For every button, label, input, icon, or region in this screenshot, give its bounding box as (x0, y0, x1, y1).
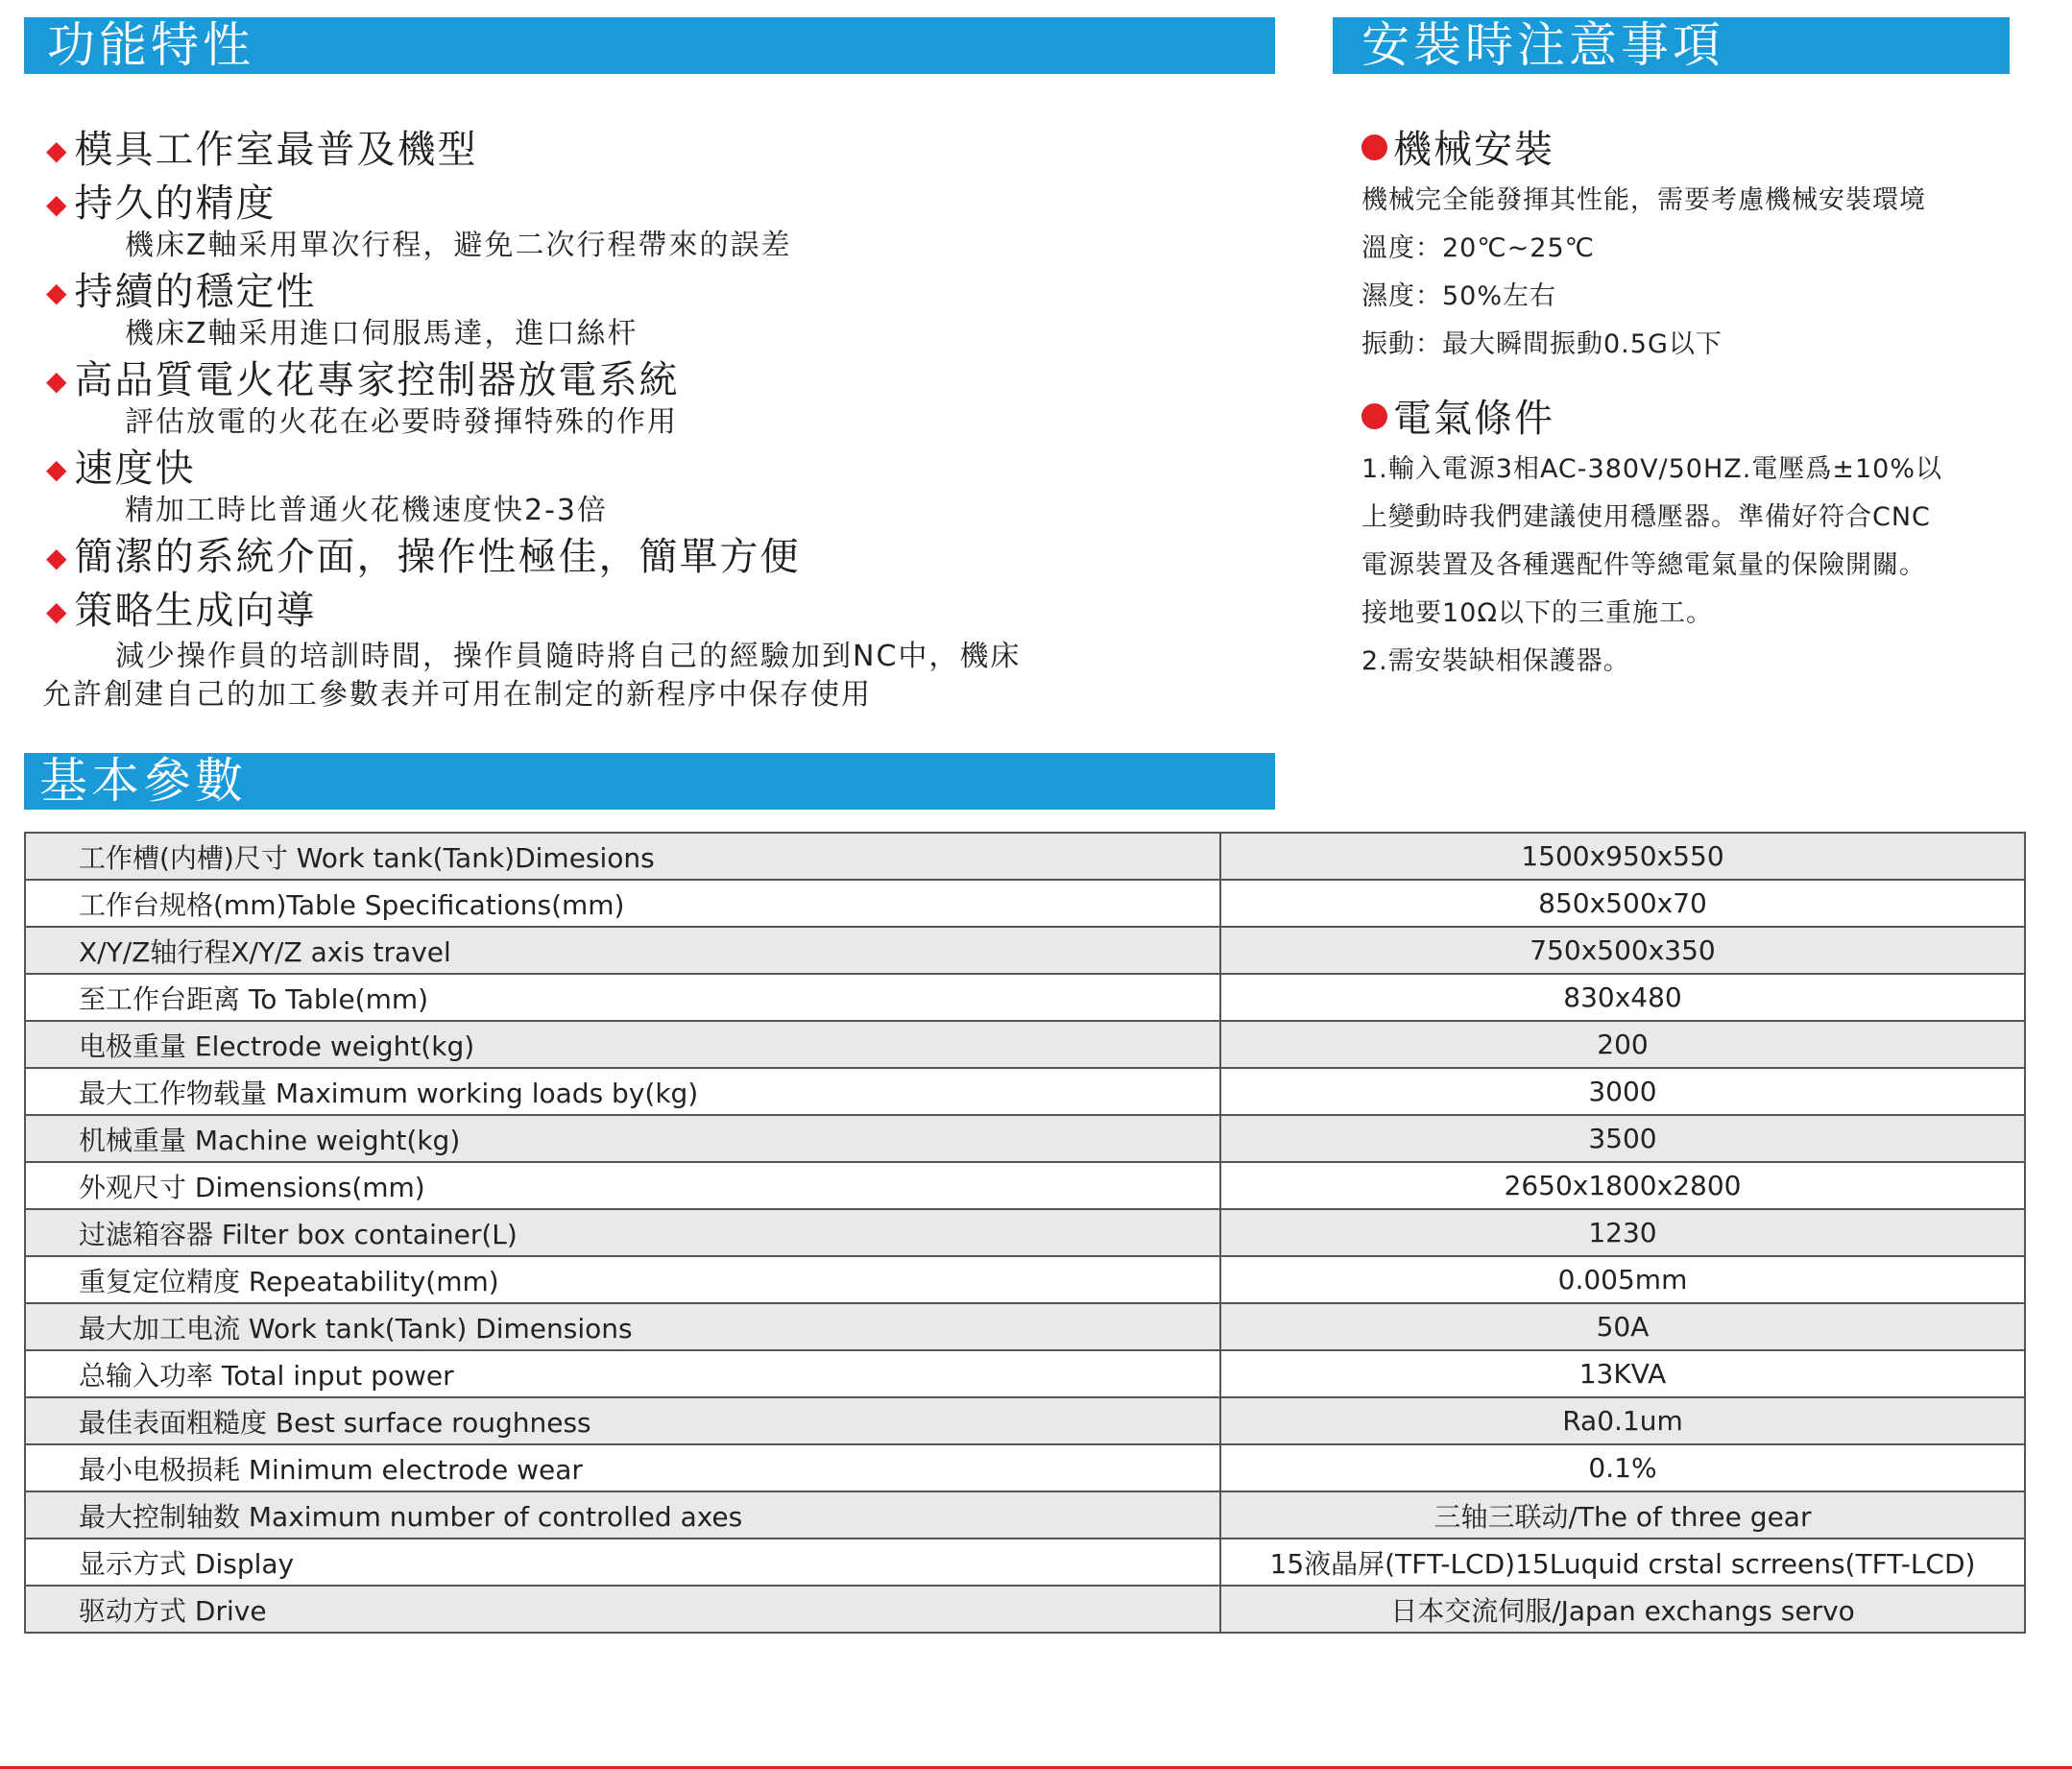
diamond-bullet-icon: ◆ (46, 595, 69, 627)
param-value: 3000 (1220, 1068, 2025, 1115)
electrical-conditions-heading: 電氣條件 (1361, 392, 2014, 446)
feature-item (46, 265, 1256, 350)
feature-subtitle: 機床Z軸采用單次行程，避免二次行程帶來的誤差 (125, 229, 792, 262)
feature-item (46, 353, 1256, 438)
param-label: 工作台规格(mm)Table Specifications(mm) (25, 880, 1220, 927)
param-value: 750x500x350 (1220, 927, 2025, 974)
feature-item (46, 177, 1256, 261)
diamond-bullet-icon: ◆ (46, 134, 69, 166)
diamond-bullet-icon: ◆ (46, 365, 69, 397)
diamond-bullet-icon: ◆ (46, 277, 69, 308)
param-value: 1500x950x550 (1220, 833, 2025, 880)
param-label: 最大控制轴数 Maximum number of controlled axes (25, 1491, 1220, 1539)
param-value: 三轴三联动/The of three gear (1220, 1491, 2025, 1539)
param-value: 1230 (1220, 1209, 2025, 1256)
param-value: 2650x1800x2800 (1220, 1162, 2025, 1209)
features-banner: 功能特性 (24, 17, 1275, 74)
install-note-line: 電源裝置及各種選配件等總電氣量的保險開關。 (1361, 550, 1926, 580)
table-row (25, 1209, 2025, 1256)
basic-params-banner: 基本參數 (24, 753, 1275, 810)
table-row (25, 927, 2025, 974)
install-notes (1361, 123, 2014, 686)
param-value: 3500 (1220, 1115, 2025, 1162)
table-row (25, 1162, 2025, 1209)
param-label: 最小电极损耗 Minimum electrode wear (25, 1444, 1220, 1491)
table-row (25, 1444, 2025, 1491)
param-value: 15液晶屏(TFT-LCD)15Luquid crstal scrreens(TFT-LCD) (1220, 1539, 2025, 1586)
feature-subtitle: 精加工時比普通火花機速度快2-3倍 (125, 494, 608, 527)
table-row (25, 1539, 2025, 1586)
red-dot-bullet-icon (1361, 134, 1387, 160)
feature-item (46, 123, 1256, 177)
params-table (24, 832, 2026, 1634)
table-row (25, 1350, 2025, 1397)
feature-description-line: 允許創建自己的加工參數表并可用在制定的新程序中保存使用 (42, 678, 872, 712)
param-label: 机械重量 Machine weight(kg) (25, 1115, 1220, 1162)
feature-title: 速度快 (74, 447, 196, 491)
param-label: 至工作台距离 To Table(mm) (25, 974, 1220, 1021)
param-label: 过滤箱容器 Filter box container(L) (25, 1209, 1220, 1256)
feature-title: 簡潔的系統介面，操作性極佳，簡單方便 (74, 535, 801, 579)
install-note-line: 2.需安裝缺相保護器。 (1361, 646, 1630, 676)
feature-item (46, 442, 1256, 526)
param-label: 工作槽(内槽)尺寸 Work tank(Tank)Dimesions (25, 833, 1220, 880)
diamond-bullet-icon: ◆ (46, 453, 69, 485)
param-label: 驱动方式 Drive (25, 1586, 1220, 1633)
param-label: 重复定位精度 Repeatability(mm) (25, 1256, 1220, 1303)
param-value: 850x500x70 (1220, 880, 2025, 927)
param-label: X/Y/Z轴行程X/Y/Z axis travel (25, 927, 1220, 974)
feature-title: 策略生成向導 (74, 589, 317, 633)
feature-title: 模具工作室最普及機型 (74, 128, 478, 172)
install-note-line: 上變動時我們建議使用穩壓器。準備好符合CNC (1361, 502, 1931, 532)
param-label: 总输入功率 Total input power (25, 1350, 1220, 1397)
param-label: 显示方式 Display (25, 1539, 1220, 1586)
install-notes-banner: 安裝時注意事項 (1333, 17, 2010, 74)
param-label: 最大加工电流 Work tank(Tank) Dimensions (25, 1303, 1220, 1350)
table-row (25, 1256, 2025, 1303)
install-note-line: 接地要10Ω以下的三重施工。 (1361, 598, 1713, 628)
param-label: 最大工作物载量 Maximum working loads by(kg) (25, 1068, 1220, 1115)
param-value: 50A (1220, 1303, 2025, 1350)
table-row (25, 833, 2025, 880)
feature-description-line: 減少操作員的培訓時間，操作員隨時將自己的經驗加到NC中，機床 (115, 640, 1022, 673)
install-note-line: 機械完全能發揮其性能，需要考慮機械安裝環境 (1361, 185, 1926, 215)
install-note-line: 溫度：20℃~25℃ (1361, 233, 1595, 263)
param-label: 电极重量 Electrode weight(kg) (25, 1021, 1220, 1068)
install-note-line: 濕度：50%左右 (1361, 281, 1557, 311)
param-value: 日本交流伺服/Japan exchangs servo (1220, 1586, 2025, 1633)
table-row (25, 1586, 2025, 1633)
feature-item (42, 584, 1256, 715)
param-value: 830x480 (1220, 974, 2025, 1021)
diamond-bullet-icon: ◆ (46, 188, 69, 220)
param-value: Ra0.1um (1220, 1397, 2025, 1444)
feature-item (46, 530, 1256, 584)
table-row (25, 1115, 2025, 1162)
table-row (25, 1397, 2025, 1444)
install-note-line: 振動：最大瞬間振動0.5G以下 (1361, 329, 1723, 359)
param-value: 13KVA (1220, 1350, 2025, 1397)
mechanical-install-heading: 機械安裝 (1361, 123, 2014, 177)
feature-title: 持久的精度 (74, 182, 277, 226)
table-row (25, 1021, 2025, 1068)
feature-title: 持續的穩定性 (74, 270, 317, 314)
feature-title: 高品質電火花專家控制器放電系統 (74, 358, 680, 402)
param-value: 200 (1220, 1021, 2025, 1068)
param-value: 0.1% (1220, 1444, 2025, 1491)
param-label: 最佳表面粗糙度 Best surface roughness (25, 1397, 1220, 1444)
feature-subtitle: 機床Z軸采用進口伺服馬達，進口絲杆 (125, 317, 638, 351)
features-list (42, 123, 1256, 715)
table-row (25, 1068, 2025, 1115)
param-value: 0.005mm (1220, 1256, 2025, 1303)
diamond-bullet-icon: ◆ (46, 542, 69, 573)
param-label: 外观尺寸 Dimensions(mm) (25, 1162, 1220, 1209)
feature-subtitle: 評估放電的火花在必要時發揮特殊的作用 (125, 405, 678, 439)
table-row (25, 1491, 2025, 1539)
red-dot-bullet-icon (1361, 403, 1387, 429)
table-row (25, 974, 2025, 1021)
install-note-line: 1.輸入電源3相AC-380V/50HZ.電壓爲±10%以 (1361, 454, 1943, 484)
table-row (25, 1303, 2025, 1350)
table-row (25, 880, 2025, 927)
feature-description (42, 638, 1256, 715)
